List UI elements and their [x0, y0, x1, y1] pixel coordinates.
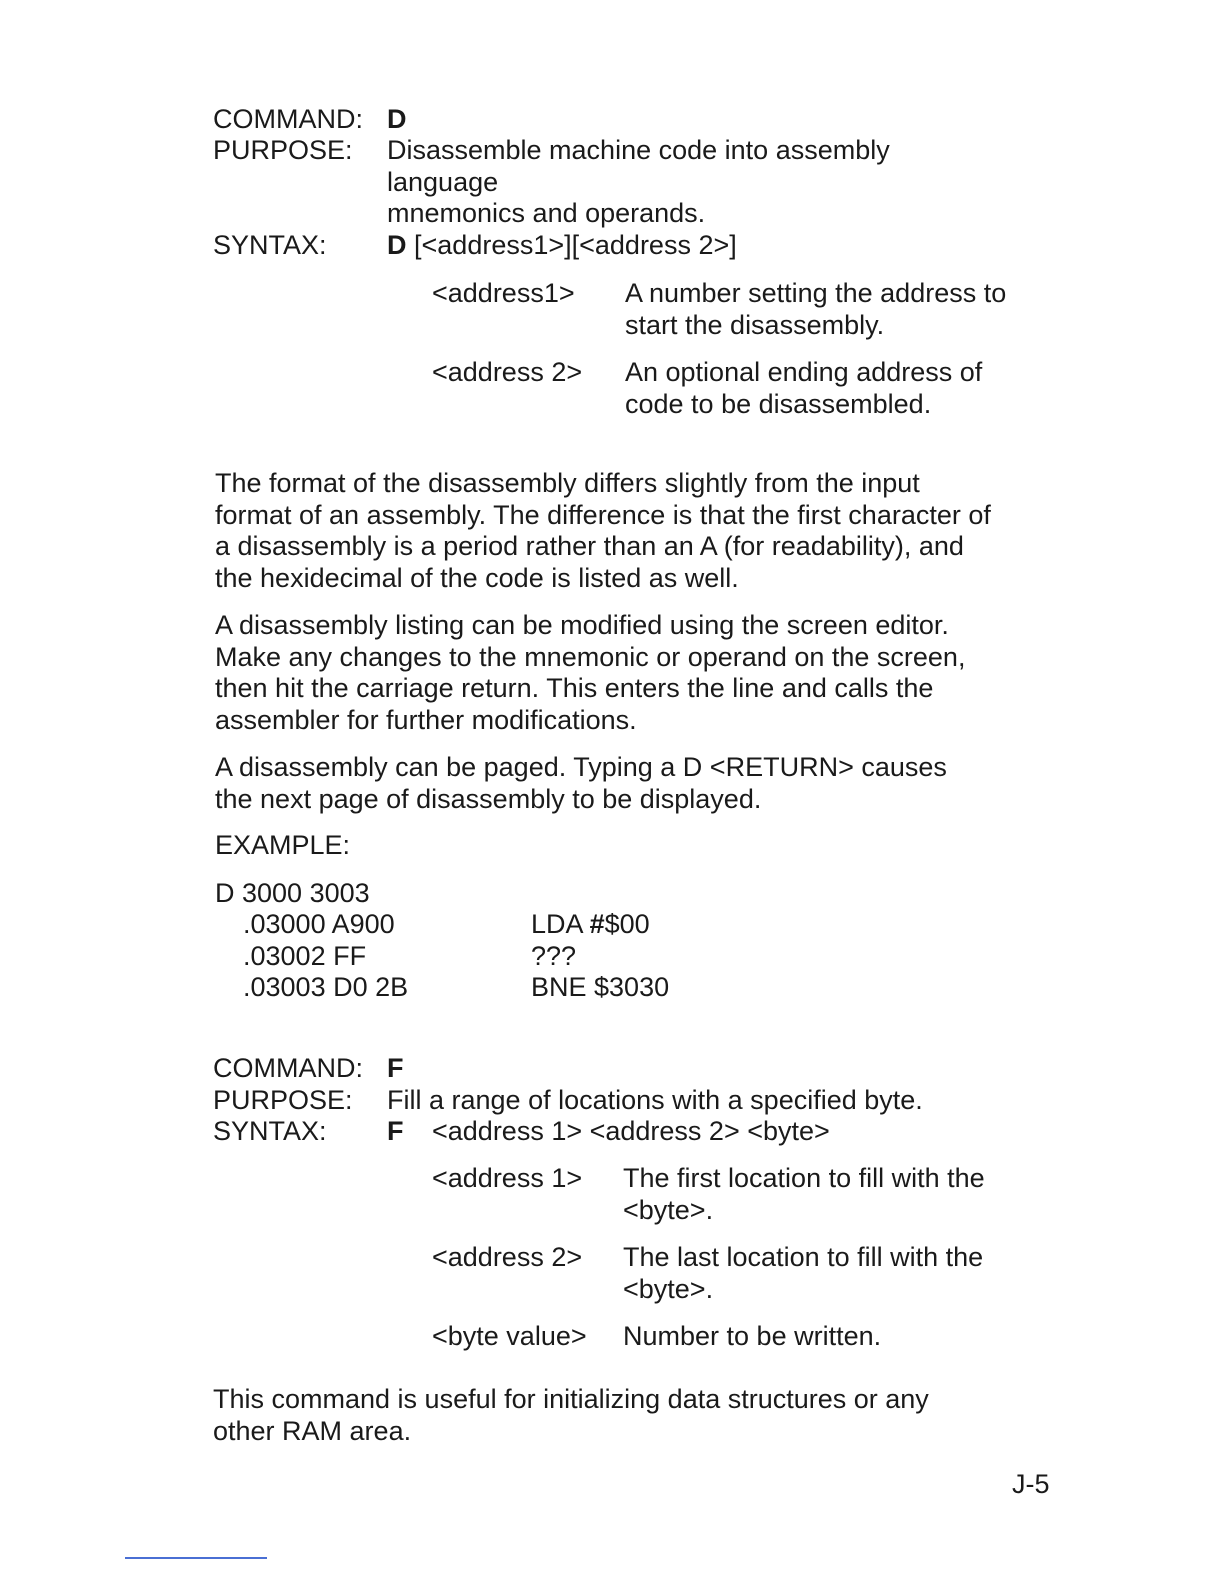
param-desc: start the disassembly.	[625, 310, 885, 340]
footer-rule	[125, 1557, 267, 1559]
param-name: <address 1>	[432, 1163, 583, 1193]
param-desc: <byte>.	[623, 1195, 714, 1225]
purpose-f-label: PURPOSE:	[213, 1085, 353, 1115]
purpose-d-label: PURPOSE:	[213, 135, 353, 165]
syntax-f-command: F	[387, 1116, 404, 1146]
example-row-op: BNE $3030	[531, 972, 670, 1002]
param-desc: The last location to fill with the	[623, 1242, 984, 1272]
syntax-d-args: [<address1>][<address 2>]	[414, 230, 737, 260]
paragraph-line: assembler for further modifications.	[215, 705, 637, 735]
param-name: <address1>	[432, 278, 575, 308]
command-f-letter: F	[387, 1053, 404, 1083]
purpose-d-line-1: Disassemble machine code into assembly	[387, 135, 890, 165]
purpose-d-line-3: mnemonics and operands.	[387, 198, 706, 228]
example-label: EXAMPLE:	[215, 830, 351, 860]
syntax-d	[387, 230, 737, 262]
param-desc: <byte>.	[623, 1274, 714, 1304]
command-d-label: COMMAND:	[213, 104, 363, 134]
syntax-f-args: <address 1> <address 2> <byte>	[432, 1116, 830, 1146]
purpose-f-text: Fill a range of locations with a specified byte.	[387, 1085, 923, 1115]
example-row-address: .03003 D0 2B	[243, 972, 409, 1002]
paragraph-line: A disassembly can be paged. Typing a D <RETURN> causes	[215, 752, 947, 782]
paragraph-line: a disassembly is a period rather than an A (for readability), and	[215, 531, 964, 561]
command-d-letter: D	[387, 104, 407, 134]
paragraph-line: The format of the disassembly differs slightly from the input	[215, 468, 920, 498]
page-number: J-5	[1012, 1469, 1050, 1499]
paragraph-line: Make any changes to the mnemonic or operand on the screen,	[215, 642, 966, 672]
paragraph-line: A disassembly listing can be modified using the screen editor.	[215, 610, 949, 640]
example-row-address: .03000 A900	[243, 909, 395, 939]
param-desc: A number setting the address to	[625, 278, 1007, 308]
param-desc: An optional ending address of	[625, 357, 983, 387]
purpose-d-line-2: language	[387, 167, 499, 197]
example-op-operand: $00	[604, 909, 650, 939]
param-name: <address 2>	[432, 1242, 583, 1272]
syntax-f-label: SYNTAX:	[213, 1116, 327, 1146]
syntax-d-label: SYNTAX:	[213, 230, 327, 260]
example-row-op	[531, 909, 650, 941]
param-desc: The first location to fill with the	[623, 1163, 985, 1193]
closing-line: other RAM area.	[213, 1416, 412, 1446]
example-command: D 3000 3003	[215, 878, 370, 908]
param-desc: code to be disassembled.	[625, 389, 932, 419]
syntax-d-command: D	[387, 230, 407, 260]
param-desc: Number to be written.	[623, 1321, 882, 1351]
closing-line: This command is useful for initializing data structures or any	[213, 1384, 929, 1414]
paragraph-line: format of an assembly. The difference is that the first character of	[215, 500, 991, 530]
example-op-immediate: #	[589, 909, 605, 939]
param-name: <byte value>	[432, 1321, 587, 1351]
paragraph-line: the next page of disassembly to be displayed.	[215, 784, 762, 814]
command-f-label: COMMAND:	[213, 1053, 363, 1083]
example-row-address: .03002 FF	[243, 941, 367, 971]
param-name: <address 2>	[432, 357, 583, 387]
example-row-op: ???	[531, 941, 577, 971]
paragraph-line: the hexidecimal of the code is listed as well.	[215, 563, 739, 593]
paragraph-line: then hit the carriage return. This enters the line and calls the	[215, 673, 934, 703]
example-op-mnemonic: LDA	[531, 909, 583, 939]
